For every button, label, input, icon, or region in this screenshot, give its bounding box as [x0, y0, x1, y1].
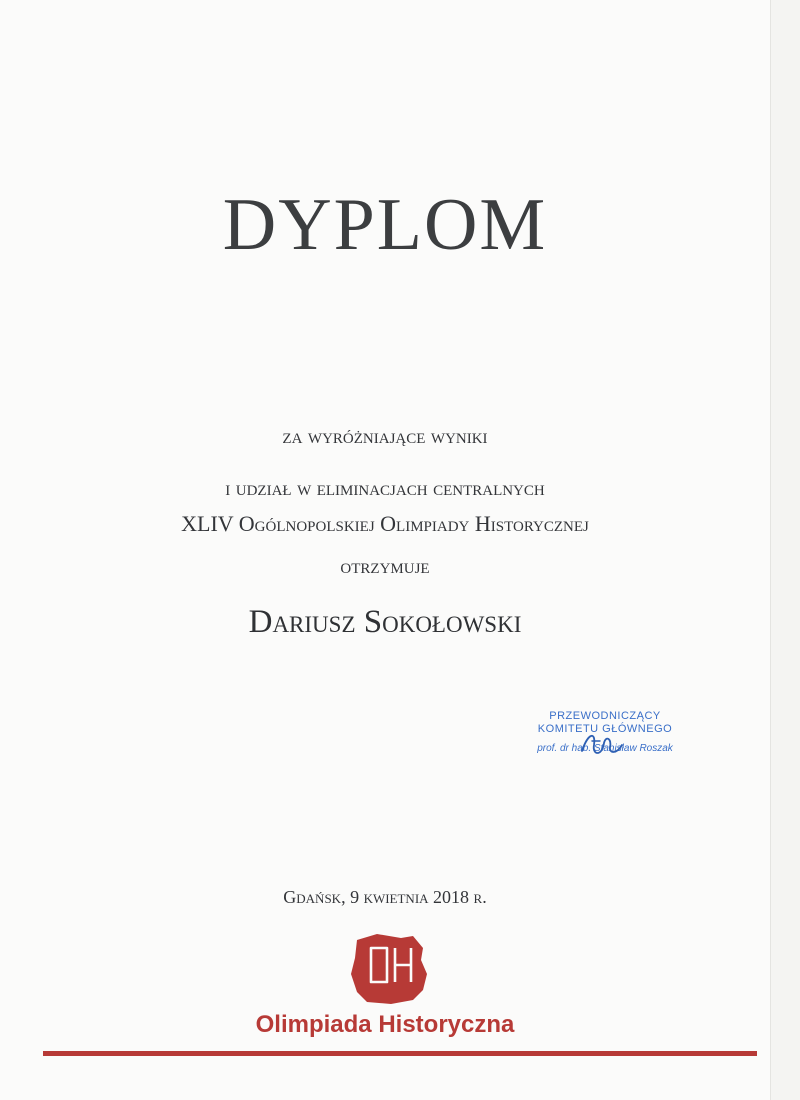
- award-line-2: i udział w eliminacjach centralnych: [225, 475, 545, 500]
- footer-bar: [43, 1051, 757, 1056]
- stamp-signatory: prof. dr hab. Stanisław Roszak: [537, 743, 673, 754]
- stamp-subtitle: KOMITETU GŁÓWNEGO: [537, 723, 673, 735]
- handwritten-signature: [574, 727, 630, 761]
- recipient-name: Dariusz Sokołowski: [248, 604, 522, 640]
- organization-name: Olimpiada Historyczna: [255, 1011, 515, 1038]
- stamp-title: PRZEWODNICZĄCY: [549, 710, 661, 722]
- date-place: Gdańsk, 9 kwietnia 2018 r.: [283, 887, 487, 907]
- award-line-1: za wyróżniające wyniki: [282, 423, 488, 448]
- olympiad-logo-icon: [343, 930, 433, 1010]
- diploma-title: DYPLOM: [222, 184, 548, 266]
- award-line-4: otrzymuje: [340, 553, 430, 578]
- award-line-3: XLIV Ogólnopolskiej Olimpiady Historycznej: [181, 511, 589, 536]
